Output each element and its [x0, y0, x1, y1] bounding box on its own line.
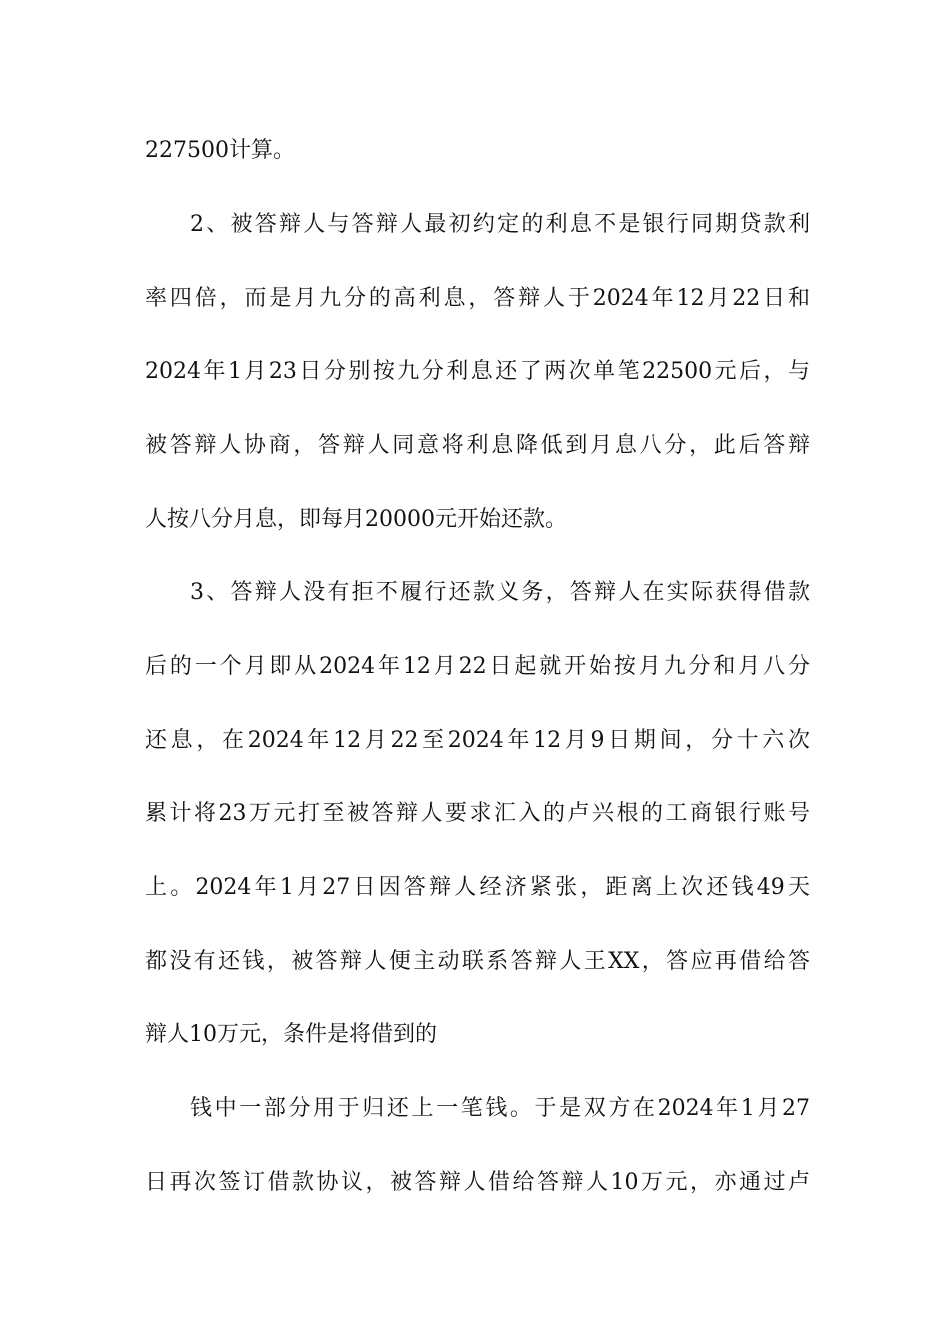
text-line: 还息，在2024年12月22至2024年12月9日期间，分十六次	[145, 728, 810, 753]
paragraph-start-line: 2、被答辩人与答辩人最初约定的利息不是银行同期贷款利	[190, 212, 810, 237]
paragraph-start-line: 钱中一部分用于归还上一笔钱。于是双方在2024年1月27	[190, 1096, 810, 1121]
text-line: 都没有还钱，被答辩人便主动联系答辩人王XX，答应再借给答	[145, 949, 810, 974]
text-line: 被答辩人协商，答辩人同意将利息降低到月息八分，此后答辩	[145, 433, 810, 458]
text-line: 上。2024年1月27日因答辩人经济紧张，距离上次还钱49天	[145, 875, 810, 900]
text-line: 率四倍，而是月九分的高利息，答辩人于2024年12月22日和	[145, 286, 810, 311]
text-line: 后的一个月即从2024年12月22日起就开始按月九分和月八分	[145, 654, 810, 679]
text-line: 累计将23万元打至被答辩人要求汇入的卢兴根的工商银行账号	[145, 801, 810, 826]
paragraph-start-line: 3、答辩人没有拒不履行还款义务，答辩人在实际获得借款	[190, 580, 810, 605]
text-line: 日再次签订借款协议，被答辩人借给答辩人10万元，亦通过卢	[145, 1170, 810, 1195]
text-line: 辩人10万元，条件是将借到的	[145, 1022, 437, 1047]
text-line: 2024年1月23日分别按九分利息还了两次单笔22500元后，与	[145, 359, 810, 384]
text-line: 227500计算。	[145, 138, 295, 163]
text-line: 人按八分月息，即每月20000元开始还款。	[145, 507, 567, 532]
